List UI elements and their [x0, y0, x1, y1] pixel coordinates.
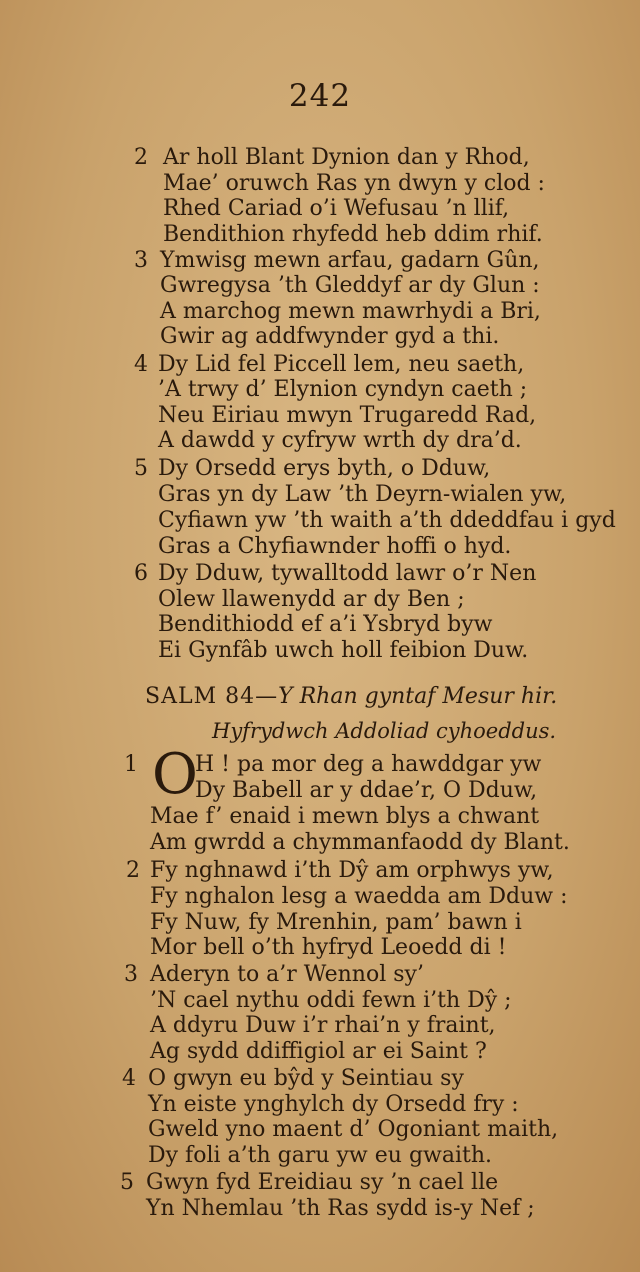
verse-line: Neu Eiriau mwyn Trugaredd Rad, — [158, 403, 537, 428]
verse-line: Ar holl Blant Dynion dan y Rhod, — [163, 145, 530, 170]
verse-line: A ddyru Duw i’r rhai’n y fraint, — [150, 1013, 496, 1038]
verse-line: H ! pa mor deg a hawddgar yw — [195, 752, 542, 777]
verse-line: Gwregysa ’th Gleddyf ar dy Glun : — [160, 273, 540, 298]
verse-line: Fy Nuw, fy Mrenhin, pam’ bawn i — [150, 910, 522, 935]
verse-line: Rhed Cariad o’i Wefusau ’n llif, — [163, 196, 510, 221]
stanza-number: 1 — [124, 752, 138, 777]
verse-line: Am gwrdd a chymmanfaodd dy Blant. — [150, 830, 570, 855]
verse-line: Gwir ag addfwynder gyd a thi. — [160, 324, 500, 349]
verse-line: Olew llawenydd ar dy Ben ; — [158, 587, 465, 612]
drop-cap: O — [152, 742, 198, 807]
stanza-number: 2 — [134, 145, 148, 170]
verse-line: Ymwisg mewn arfau, gadarn Gûn, — [160, 248, 540, 273]
verse-line: Dy Orsedd erys byth, o Dduw, — [158, 456, 491, 481]
stanza-number: 3 — [134, 248, 148, 273]
verse-line: Ei Gynfâb uwch holl feibion Duw. — [158, 638, 529, 663]
page-number: 242 — [288, 78, 352, 114]
verse-line: A dawdd y cyfryw wrth dy dra’d. — [158, 428, 522, 453]
stanza-number: 2 — [126, 858, 140, 883]
verse-line: Gras yn dy Law ’th Deyrn-wialen yw, — [158, 482, 567, 507]
verse-line: Yn eiste ynghylch dy Orsedd fry : — [148, 1092, 519, 1117]
verse-line: ’A trwy d’ Elynion cyndyn caeth ; — [158, 377, 528, 402]
stanza-number: 4 — [122, 1066, 136, 1091]
verse-line: Fy nghalon lesg a waedda am Dduw : — [150, 884, 568, 909]
verse-line: Cyfiawn yw ’th waith a’th ddeddfau i gyd — [158, 508, 616, 533]
verse-line: Gwyn fyd Ereidiau sy ’n cael lle — [146, 1170, 499, 1195]
verse-line: Gras a Chyfiawnder hoffi o hyd. — [158, 534, 512, 559]
psalm-title: SALM 84— — [145, 684, 279, 709]
verse-line: Mae’ oruwch Ras yn dwyn y clod : — [163, 171, 545, 196]
stanza-number: 5 — [120, 1170, 134, 1195]
verse-line: Dy Lid fel Piccell lem, neu saeth, — [158, 352, 525, 377]
verse-line: Dy foli a’th garu yw eu gwaith. — [148, 1143, 493, 1168]
stanza-number: 5 — [134, 456, 148, 481]
stanza-number: 3 — [124, 962, 138, 987]
stanza-number: 4 — [134, 352, 148, 377]
verse-line: Ag sydd ddiffigiol ar ei Saint ? — [150, 1039, 487, 1064]
verse-line: Bendithion rhyfedd heb ddim rhif. — [163, 222, 543, 247]
stanza-number: 6 — [134, 561, 148, 586]
psalm-meter: Y Rhan gyntaf Mesur hir. — [278, 684, 558, 709]
verse-line: Fy nghnawd i’th Dŷ am orphwys yw, — [150, 858, 554, 883]
psalm-heading — [145, 684, 557, 709]
verse-line: Mor bell o’th hyfryd Leoedd di ! — [150, 935, 507, 960]
verse-line: Yn Nhemlau ’th Ras sydd is-y Nef ; — [146, 1196, 535, 1221]
verse-line: Mae f’ enaid i mewn blys a chwant — [150, 804, 540, 829]
verse-line: Dy Dduw, tywalltodd lawr o’r Nen — [158, 561, 537, 586]
verse-line: O gwyn eu bŷd y Seintiau sy — [148, 1066, 464, 1091]
verse-line: A marchog mewn mawrhydi a Bri, — [160, 299, 541, 324]
verse-line: Bendithiodd ef a’i Ysbryd byw — [158, 612, 493, 637]
verse-line: Aderyn to a’r Wennol sy’ — [150, 962, 424, 987]
verse-line: ’N cael nythu oddi fewn i’th Dŷ ; — [150, 988, 512, 1013]
verse-line: Gweld yno maent d’ Ogoniant maith, — [148, 1117, 559, 1142]
psalm-subtitle: Hyfrydwch Addoliad cyhoeddus. — [212, 719, 557, 743]
verse-line: Dy Babell ar y ddae’r, O Dduw, — [195, 778, 538, 803]
